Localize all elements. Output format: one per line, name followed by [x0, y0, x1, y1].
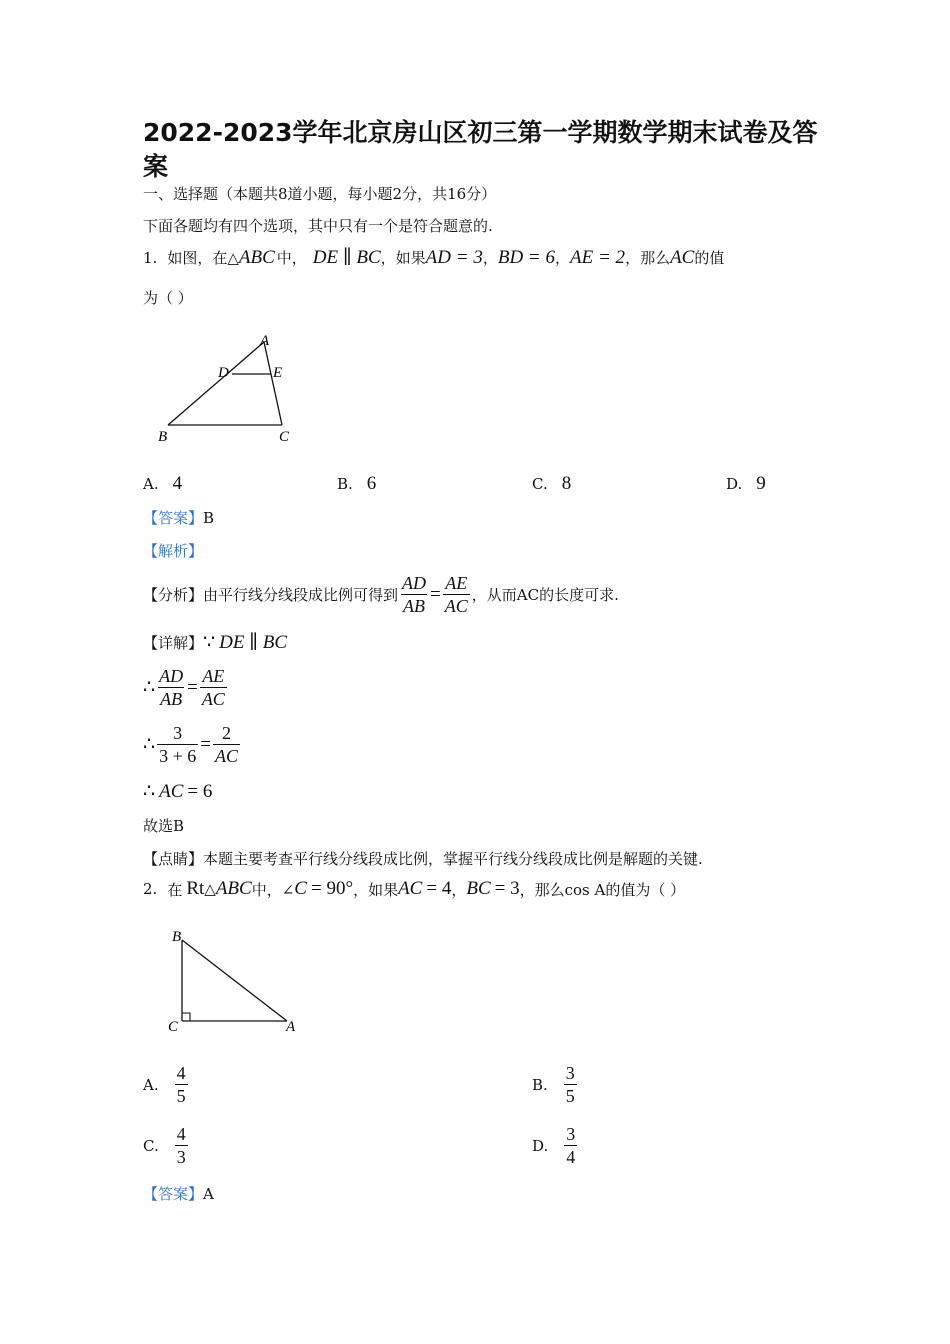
q1-fenxi-text1: 由平行线分线段成比例可得到	[203, 586, 399, 604]
q2-math-ac: AC	[398, 878, 423, 899]
q2-math-rt: Rt	[186, 878, 205, 899]
q1-step1-right-fraction	[200, 665, 227, 710]
q2-option-b-den: 5	[565, 1086, 575, 1106]
q2-option-d	[532, 1123, 579, 1168]
q1-fenxi-tag: 【分析】	[143, 586, 204, 604]
q2-label-b: B	[172, 929, 182, 945]
q1-side-ba	[168, 342, 264, 425]
q1-because-symbol: ∵	[203, 632, 216, 653]
q1-math-de-bc: DE ∥ BC	[312, 247, 381, 268]
q1-dianjing-tag: 【点睛】	[143, 850, 204, 868]
q1-triangle-figure	[150, 330, 310, 450]
q2-math-c: C	[294, 878, 307, 899]
q1-step1-left-den: AB	[160, 689, 183, 709]
q1-step2	[143, 722, 242, 767]
q1-option-a	[143, 473, 182, 495]
q1-label-b: B	[158, 429, 168, 445]
q1-option-b-letter: B.	[337, 475, 353, 493]
q1-step1-left-num: AD	[159, 666, 184, 686]
q1-dianjing	[143, 848, 703, 869]
q1-number: 1.	[143, 248, 158, 267]
q2-text-tri: △	[204, 880, 216, 898]
q2-option-a-letter: A.	[143, 1075, 159, 1094]
q2-option-d-letter: D.	[532, 1136, 549, 1155]
q2-right-triangle-figure	[162, 922, 312, 1037]
q1-label-d: D	[218, 365, 229, 381]
q1-label-e: E	[273, 365, 283, 381]
q1-side-ac	[264, 342, 282, 425]
q2-math-bc: BC	[466, 878, 491, 899]
q1-option-c-value: 8	[561, 473, 572, 494]
q1-option-a-letter: A.	[143, 475, 159, 493]
q2-answer	[143, 1183, 214, 1204]
q1-math-ac: AC	[670, 246, 695, 268]
q2-option-d-den: 4	[566, 1147, 576, 1167]
q1-math-bd: BD = 6	[497, 246, 555, 268]
q1-option-b-value: 6	[366, 473, 377, 494]
q1-step2-right-fraction	[213, 722, 240, 767]
q2-option-b	[532, 1062, 579, 1107]
q2-math-bc-value: = 3	[494, 878, 520, 899]
q1-text-de-zhi: 的值	[694, 249, 725, 267]
page-title	[143, 116, 818, 184]
q2-text-zhong: 中，∠	[251, 880, 295, 899]
section-header: 一、选择题（本题共8道小题，每小题2分，共16分）	[143, 185, 497, 203]
q1-fenxi-text2: ，从而AC的长度可求.	[471, 586, 619, 604]
q2-side-ab	[182, 940, 287, 1021]
q2-option-c-fraction	[175, 1123, 188, 1168]
q1-label-a: A	[260, 333, 270, 349]
q2-answer-value: A	[203, 1185, 214, 1203]
q1-step2-left-fraction	[157, 722, 198, 767]
q1-option-c-letter: C.	[532, 475, 548, 493]
q2-option-c-den: 3	[176, 1147, 186, 1167]
q1-stem-line1	[143, 246, 724, 269]
q1-text-comma2: ，	[555, 249, 571, 267]
q2-label-a: A	[286, 1019, 296, 1035]
q1-step3	[143, 780, 212, 803]
q1-text-ruguo: ，如果	[380, 249, 426, 267]
q2-option-a-num: 4	[176, 1063, 186, 1083]
q1-fenxi-frac-left-num: AD	[402, 573, 427, 593]
q2-label-c: C	[168, 1019, 179, 1035]
q1-step2-left-den: 3 + 6	[159, 746, 197, 766]
q1-step1-right-den: AC	[201, 689, 225, 709]
q1-dianjing-text: 本题主要考查平行线分线段成比例，掌握平行线分线段成比例是解题的关键.	[203, 850, 703, 868]
q1-step2-therefore: ∴	[143, 734, 156, 755]
q2-option-d-fraction	[564, 1123, 577, 1168]
q1-stem-line2: 为（ ）	[143, 289, 193, 307]
q1-step1-therefore: ∴	[143, 677, 156, 698]
q1-xiangjie-tag: 【详解】	[143, 634, 204, 652]
q1-text-comma1: ，	[482, 249, 498, 267]
q1-fenxi-equals: =	[430, 583, 441, 605]
q2-option-b-num: 3	[565, 1063, 575, 1083]
q1-math-ae: AE = 2	[570, 246, 626, 268]
q1-step1-right-num: AE	[202, 666, 225, 686]
q1-text-intro: 如图，在△	[167, 249, 239, 267]
q1-option-b	[337, 473, 376, 495]
q1-xiangjie	[143, 631, 287, 654]
q2-option-c-num: 4	[176, 1124, 186, 1144]
q1-conclusion: 故选B	[143, 817, 185, 835]
q1-answer	[143, 507, 214, 528]
q2-stem	[143, 878, 685, 900]
q1-step2-right-num: 2	[221, 723, 231, 743]
q2-number: 2.	[143, 880, 158, 898]
q2-answer-tag: 【答案】	[143, 1185, 204, 1203]
q2-text-name: ，那么cos A的值为（ ）	[519, 880, 686, 899]
q2-option-d-num: 3	[566, 1124, 576, 1144]
q2-option-a-den: 5	[176, 1086, 186, 1106]
q1-step3-rhs: = 6	[187, 780, 213, 802]
q2-option-b-fraction	[564, 1062, 577, 1107]
q2-text-ruguo: ，如果	[353, 880, 399, 899]
q1-step3-therefore: ∴	[143, 781, 156, 802]
q1-answer-value: B	[203, 509, 215, 527]
q1-fenxi-fraction-right	[443, 572, 470, 617]
q1-option-d-letter: D.	[726, 475, 743, 493]
q1-fenxi	[143, 572, 619, 617]
q1-answer-tag: 【答案】	[143, 509, 204, 527]
q2-text-zai: 在	[167, 880, 183, 899]
q1-step3-lhs: AC	[159, 780, 184, 802]
q1-step1-left-fraction	[157, 665, 185, 710]
q2-math-c-value: = 90°	[310, 878, 354, 899]
q1-option-c	[532, 473, 571, 495]
q2-math-ac-value: = 4	[426, 878, 452, 899]
q1-math-abc: ABC	[238, 246, 275, 268]
q1-option-a-value: 4	[172, 473, 183, 494]
q1-text-zhong: 中，	[276, 249, 307, 267]
q2-option-c	[143, 1123, 190, 1168]
q1-math-ad: AD = 3	[425, 246, 483, 268]
q1-step1-equals: =	[187, 676, 198, 698]
q1-text-name: ，那么	[625, 249, 671, 267]
q2-option-c-letter: C.	[143, 1136, 159, 1155]
q2-option-b-letter: B.	[532, 1075, 548, 1094]
section-instruction: 下面各题均有四个选项，其中只有一个是符合题意的.	[143, 217, 493, 235]
title-line-2: 案	[143, 152, 169, 181]
title-line-1: 2022-2023学年北京房山区初三第一学期数学期末试卷及答	[143, 118, 818, 147]
q1-step1	[143, 665, 229, 710]
q1-step2-right-den: AC	[214, 746, 238, 766]
q1-step2-equals: =	[200, 733, 211, 755]
q1-step2-left-num: 3	[173, 723, 183, 743]
q1-xiangjie-cond: DE ∥ BC	[219, 632, 287, 653]
q2-option-a	[143, 1062, 190, 1107]
q1-option-d	[726, 473, 766, 495]
q1-fenxi-frac-left-den: AB	[403, 596, 426, 616]
q1-fenxi-frac-right-num: AE	[445, 573, 468, 593]
q1-label-c: C	[279, 429, 290, 445]
q1-fenxi-fraction-left	[400, 572, 428, 617]
q1-fenxi-frac-right-den: AC	[444, 596, 468, 616]
q2-text-comma1: ，	[451, 880, 467, 899]
q2-option-a-fraction	[175, 1062, 188, 1107]
q1-analysis-tag: 【解析】	[143, 542, 204, 560]
q2-math-abc: ABC	[215, 878, 252, 899]
q2-right-angle-marker	[182, 1013, 190, 1021]
q1-option-d-value: 9	[756, 473, 766, 494]
